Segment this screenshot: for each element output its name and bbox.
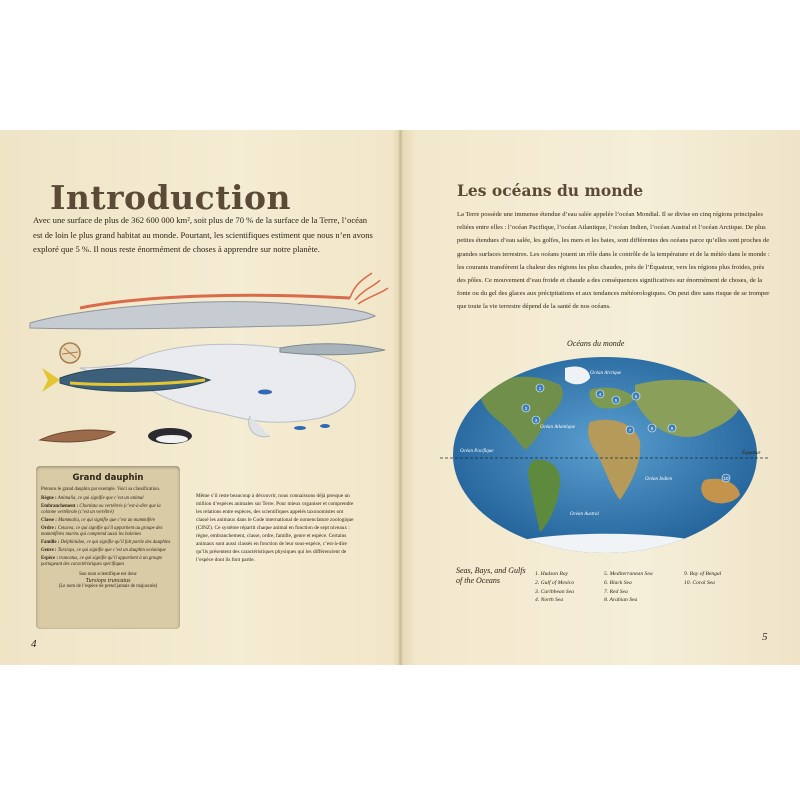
sea-marker-number: 1 bbox=[538, 385, 542, 391]
classification-label: Embranchement : bbox=[41, 504, 80, 509]
classification-rows bbox=[41, 496, 175, 568]
sea-marker bbox=[722, 474, 730, 482]
classification-row bbox=[41, 548, 175, 554]
sea-legend-item: 2. Gulf of Mexico bbox=[535, 579, 575, 586]
sea-legend-item: 9. Bay of Bengal bbox=[684, 571, 722, 577]
classification-card bbox=[36, 466, 180, 629]
sea-legend-item: 5. Mediterranean Sea bbox=[604, 571, 653, 577]
label-equator: Équateur bbox=[742, 451, 761, 456]
classification-text: Delphinidae, ce qui signifie qu’il fait partie des dauphins bbox=[60, 540, 171, 545]
classification-label: Genre : bbox=[41, 548, 58, 553]
classification-label: Classe : bbox=[41, 518, 59, 523]
classification-row bbox=[41, 540, 175, 546]
seas-column-2 bbox=[604, 570, 653, 605]
card-foot-intro: Son nom scientifique est donc bbox=[79, 572, 137, 577]
sea-marker bbox=[612, 396, 620, 404]
sea-marker-number: 3 bbox=[534, 417, 538, 423]
scientific-name: Tursiops truncatus bbox=[85, 578, 131, 584]
classification-text: Tursiops, ce qui signifie que c’est un dauphin océanique bbox=[57, 548, 166, 553]
label-arctic: Océan Arctique bbox=[590, 371, 622, 376]
sea-marker-number: 6 bbox=[634, 393, 638, 399]
classification-row bbox=[41, 504, 175, 516]
page-number-right: 5 bbox=[762, 631, 768, 643]
label-pacific: Océan Pacifique bbox=[460, 449, 494, 454]
sea-cucumber bbox=[40, 430, 115, 442]
sea-marker bbox=[596, 390, 604, 398]
world-map bbox=[440, 350, 770, 560]
label-indian: Océan Indien bbox=[645, 477, 673, 482]
sea-legend-item: 10. Coral Sea bbox=[684, 579, 715, 586]
oarfish bbox=[30, 302, 375, 329]
classification-text: Animalia, ce qui signifie que c’est un animal bbox=[57, 496, 144, 501]
label-atlantic: Océan Atlantique bbox=[540, 425, 576, 430]
sea-legend-item: 3. Caribbean Sea bbox=[535, 588, 574, 595]
sea-marker bbox=[626, 426, 634, 434]
classification-row bbox=[41, 556, 175, 568]
classification-row bbox=[41, 526, 175, 538]
card-lead: Prenons le grand dauphin par exemple. Voici sa classification. bbox=[41, 487, 160, 492]
card-foot-note: (Le nom de l’espèce ne prend jamais de majuscule) bbox=[58, 584, 158, 589]
sea-marker-number: 7 bbox=[628, 427, 632, 433]
intro-paragraph: Avec une surface de plus de 362 600 000 km², soit plus de 70 % de la surface de la Terre, l’océan est de loin le plus grand habitat au monde. Pourtant, les scientifiques estiment que nous n’en avons exploré que 5 %. Il nous reste énormément de choses à apprendre sur notre planète. bbox=[33, 215, 373, 254]
sea-legend-item: 1. Hudson Bay bbox=[535, 571, 569, 577]
sea-marker bbox=[648, 424, 656, 432]
small-fish bbox=[258, 390, 272, 395]
seas-column-3 bbox=[684, 570, 721, 588]
sea-marker-number: 2 bbox=[524, 405, 528, 411]
sea-legend-item: 6. Black Sea bbox=[604, 579, 632, 586]
map-title: Océans du monde bbox=[567, 339, 625, 348]
page-title: Introduction bbox=[50, 178, 292, 217]
sea-marker-number: 9 bbox=[670, 425, 674, 431]
barracuda bbox=[280, 344, 385, 355]
sea-marker-number: 10 bbox=[723, 475, 729, 481]
sea-marker-number: 8 bbox=[650, 425, 654, 431]
classification-row bbox=[41, 496, 175, 502]
classification-label: Espèce : bbox=[41, 556, 60, 561]
sea-legend-item: 8. Arabian Sea bbox=[604, 597, 638, 604]
sea-marker bbox=[632, 392, 640, 400]
sea-marker-number: 5 bbox=[614, 397, 618, 403]
seas-legend-title: Seas, Bays, and Gulfs of the Oceans bbox=[456, 566, 526, 585]
section-title: Les océans du monde bbox=[457, 181, 644, 200]
oceans-paragraph: La Terre possède une immense étendue d’eau salée appelée l’océan Mondial. Il se divise en cinq régions principales reliées entre elles : l’océan Pacifique, l’océan Atlantique, l’océan Indien, l’océan Austral et l’océan Arctique. De plus petites étendues d’eau salée, les golfes, les mers et les baies, sont différentes des océans parce qu’elles sont proches de grandes surfaces terrestres. Les océans jouent un rôle dans le contrôle de la température et de la météo dans le monde : les courants transfèrent la chaleur des régions les plus chaudes, près de l’Équateur, vers les régions plus froides, près des pôles. Ce mouvement d’eau froide et chaude a des conséquences significatives sur énormément de choses, de la fonte ou du gel des glaces aux précipitations et aux tendances météorologiques. On peut dire sans risque de se tromper que toute la vie terrestre dépend de la santé de nos océans. bbox=[457, 211, 770, 311]
card-title: Grand dauphin bbox=[72, 473, 144, 483]
label-southern: Océan Austral bbox=[570, 512, 599, 517]
classification-text: Chordata ou vertébrés (c’est-à-dire que la colonne vertébrale (c’est un vertébré) bbox=[41, 504, 161, 515]
sea-marker-number: 4 bbox=[598, 391, 602, 397]
sea-marker bbox=[532, 416, 540, 424]
classification-label: Règne : bbox=[41, 496, 58, 501]
card-footer bbox=[41, 572, 175, 590]
taxonomy-paragraph: Même s’il reste beaucoup à découvrir, nous connaissons déjà presque un million d’espèces animales sur Terre. Pour mieux organiser et comprendre les relations entre espèces, des scientifiques appelés taxonomistes ont classé les animaux dans le Code international de nomenclature zoologique (CINZ). Ce système répartit chaque animal en fonction de sept niveaux : règne, embranchement, classe, ordre, famille, genre et espèce. Certains animaux sont aussi classés en fonction de leur sous-espèce, c’est-à-dire qu’ils présentent des caractéristiques physiques qui les différencient de l’espèce dont ils font partie. bbox=[196, 493, 354, 563]
classification-text: Cetacea, ce qui signifie qu’il appartient au groupe des mammifères marins qui comprend aussi les baleines bbox=[41, 526, 163, 537]
sea-legend-item: 7. Red Sea bbox=[604, 588, 628, 595]
sea-creatures-illustration bbox=[20, 268, 400, 463]
sea-legend-item: 4. North Sea bbox=[535, 597, 564, 604]
classification-text: truncatus, ce qui signifie qu’il appartient à un groupe partageant des caractéristiques spécifiques bbox=[41, 556, 163, 567]
classification-label: Ordre : bbox=[41, 526, 58, 531]
seas-column-1 bbox=[535, 570, 574, 605]
sea-marker bbox=[522, 404, 530, 412]
page-number-left: 4 bbox=[31, 638, 37, 650]
sea-marker bbox=[668, 424, 676, 432]
classification-row bbox=[41, 518, 175, 524]
classification-text: Mammalia, ce qui signifie que c’est un mammifère bbox=[58, 518, 156, 523]
sea-marker bbox=[536, 384, 544, 392]
classification-label: Famille : bbox=[41, 540, 61, 545]
